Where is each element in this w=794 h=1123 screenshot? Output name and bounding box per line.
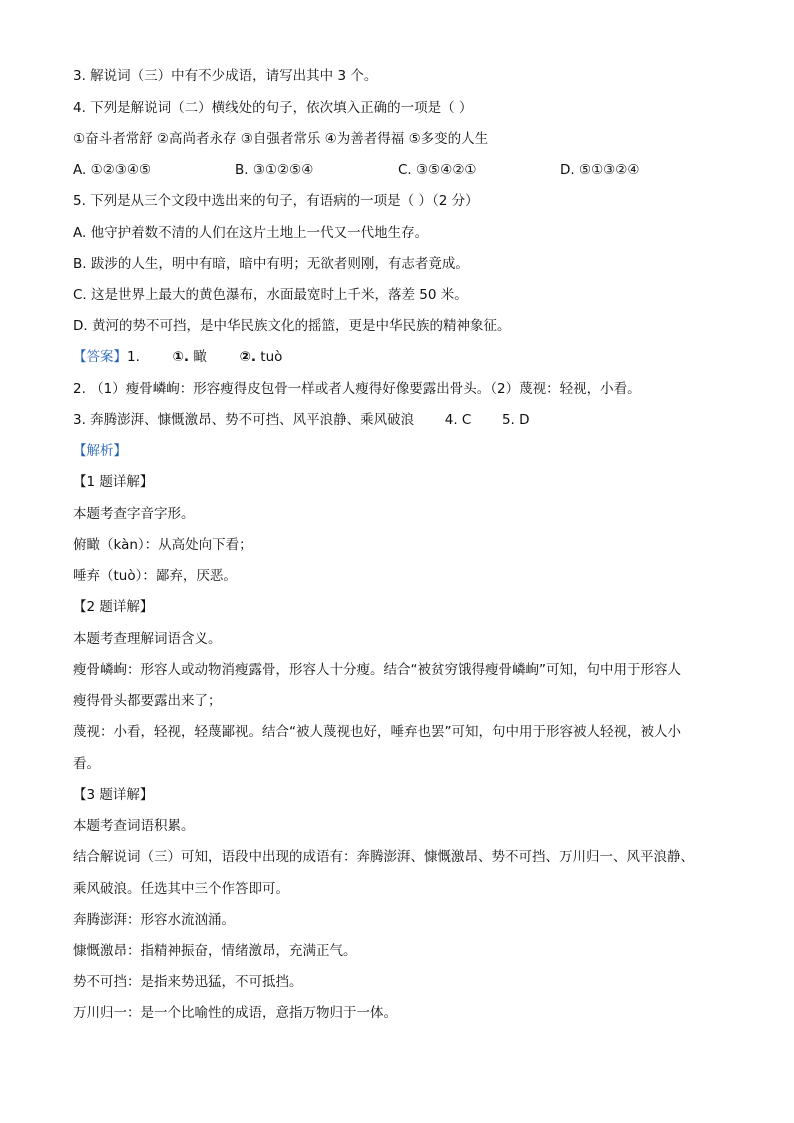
question-3: 3. 解说词（三）中有不少成语，请写出其中 3 个。 [73,68,378,84]
detail-3-line-2: 奔腾澎湃：形容水流汹涌。 [73,912,235,928]
detail-1-line-2: 唾弃（tuò）：鄙弃，厌恶。 [73,568,237,584]
detail-2-line-1a: 瘦骨嶙峋：形容人或动物消瘦露骨，形容人十分瘦。结合“被贫穷饿得瘦骨嶙峋”可知，句中用于形容人 [73,662,681,678]
detail-3-line-5: 万川归一：是一个比喻性的成语，意指万物归于一体。 [73,1005,397,1021]
answer-line-2: 2. （1）瘦骨嶙峋：形容瘦得皮包骨一样或者人瘦得好像要露出骨头。（2）蔑视：轻视，小看。 [73,381,641,397]
detail-3-line-1b: 乘风破浪。任选其中三个作答即可。 [73,881,289,897]
option-c: C. ③⑤④②① [398,162,477,178]
detail-3-line-1a: 结合解说词（三）可知，语段中出现的成语有：奔腾澎湃、慷慨激昂、势不可挡、万川归一、风平浪静、 [73,849,694,865]
answer-1-mark-a: ①. [172,349,190,365]
question-5-option-a: A. 他守护着数不清的人们在这片土地上一代又一代地生存。 [73,225,429,241]
question-5-option-d: D. 黄河的势不可挡，是中华民族文化的摇篮，更是中华民族的精神象征。 [73,318,511,334]
question-5-option-b: B. 跋涉的人生，明中有暗，暗中有明；无欲者则刚，有志者竟成。 [73,256,469,272]
detail-2-line-2a: 蔑视：小看，轻视，轻蔑鄙视。结合“被人蔑视也好，唾弃也罢”可知，句中用于形容被人轻视，被人小 [73,724,681,740]
detail-2-line-2b: 看。 [73,756,100,772]
question-5: 5. 下列是从三个文段中选出来的句子，有语病的一项是（ ）（2 分） [73,193,479,209]
answer-3-text: 3. 奔腾澎湃、慷慨激昂、势不可挡、风平浪静、乘风破浪 [73,412,415,428]
detail-2-title: 【2 题详解】 [73,599,154,615]
question-4: 4. 下列是解说词（二）横线处的句子，依次填入正确的一项是（ ） [73,100,473,116]
answer-4-text: 4. C [444,412,472,428]
answer-1-mark-b: ②. [239,349,256,365]
detail-3-line-3: 慷慨激昂：指精神振奋，情绪激昂，充满正气。 [73,943,357,959]
detail-3-title: 【3 题详解】 [73,787,154,803]
answer-line-1 [73,347,734,367]
detail-2-intro: 本题考查理解词语含义。 [73,631,222,647]
detail-1-title: 【1 题详解】 [73,474,154,490]
analysis-label: 【解析】 [73,443,127,459]
answer-label: 【答案】 [73,349,127,365]
answer-1-number: 1. [127,349,140,365]
detail-1-intro: 本题考查字音字形。 [73,506,195,522]
answer-1-text-a: 瞰 [193,349,207,365]
option-d: D. ⑤①③②④ [560,162,640,178]
question-4-items: ①奋斗者常舒 ②高尚者永存 ③自强者常乐 ④为善者得福 ⑤多变的人生 [73,131,489,147]
answer-1-text-b: tuò [260,349,283,365]
question-4-options [73,160,753,180]
answer-line-3 [73,410,734,430]
detail-2-line-1b: 瘦得骨头都要露出来了； [73,693,222,709]
option-a: A. ①②③④⑤ [73,162,152,178]
detail-3-line-4: 势不可挡：是指来势迅猛，不可抵挡。 [73,974,303,990]
answer-5-text: 5. D [501,412,530,428]
detail-3-intro: 本题考查词语积累。 [73,818,195,834]
option-b: B. ③①②⑤④ [235,162,314,178]
detail-1-line-1: 俯瞰（kàn）：从高处向下看； [73,537,253,553]
question-5-option-c: C. 这是世界上最大的黄色瀑布，水面最宽时上千米，落差 50 米。 [73,287,468,303]
